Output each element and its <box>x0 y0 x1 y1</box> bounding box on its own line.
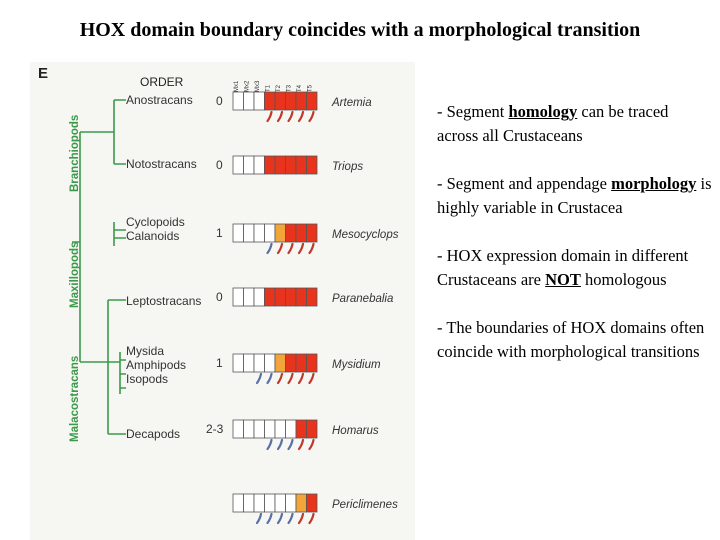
limb-icon <box>268 514 272 523</box>
order-name: Mysida <box>126 344 165 358</box>
species-name: Mysidium <box>332 359 381 371</box>
segment-box <box>265 354 276 372</box>
limb-icon <box>268 112 272 121</box>
segment-box <box>275 354 286 372</box>
emphasis-text: morphology <box>611 174 697 193</box>
limb-icon <box>299 440 303 449</box>
segment-box <box>233 494 244 512</box>
segment-box <box>233 156 244 174</box>
segment-box <box>307 420 318 438</box>
limb-icon <box>278 112 282 121</box>
limb-icon <box>278 440 282 449</box>
limb-icon <box>310 112 314 121</box>
maxilliped-count: 0 <box>216 94 223 108</box>
maxilliped-count: 1 <box>216 356 223 370</box>
limb-icon <box>299 514 303 523</box>
limb-icon <box>310 440 314 449</box>
order-name: Calanoids <box>126 229 180 243</box>
segment-box <box>233 92 244 110</box>
limb-icon <box>310 244 314 253</box>
order-name: Notostracans <box>126 157 197 171</box>
limb-icon <box>299 244 303 253</box>
segment-box <box>265 420 276 438</box>
species-name: Homarus <box>332 425 379 437</box>
column-header: T3 <box>286 84 293 92</box>
segment-box <box>296 420 307 438</box>
limb-icon <box>278 244 282 253</box>
order-name: Cyclopoids <box>126 215 185 229</box>
order-name: Leptostracans <box>126 294 202 308</box>
segment-box <box>265 494 276 512</box>
segment-box <box>286 354 297 372</box>
order-name: Anostracans <box>126 93 193 107</box>
bullet-item <box>437 316 712 364</box>
segment-box <box>275 420 286 438</box>
species-name: Paranebalia <box>332 293 394 305</box>
limb-icon <box>299 112 303 121</box>
segment-box <box>275 288 286 306</box>
limb-icon <box>289 112 293 121</box>
order-name: Decapods <box>126 427 181 441</box>
limb-icon <box>257 374 261 383</box>
order-header: ORDER <box>140 75 184 89</box>
species-name: Triops <box>332 161 364 173</box>
segment-box <box>265 92 276 110</box>
limb-icon <box>310 374 314 383</box>
segment-box <box>244 288 255 306</box>
segment-box <box>244 354 255 372</box>
bullet-text: is highly variable in Crustacea <box>437 174 712 217</box>
order-name: Amphipods <box>126 358 187 372</box>
column-header: T4 <box>297 84 303 92</box>
segment-box <box>286 92 297 110</box>
segment-box <box>275 156 286 174</box>
segment-box <box>233 288 244 306</box>
segment-box <box>307 494 318 512</box>
segment-box <box>244 494 255 512</box>
segment-box <box>275 92 286 110</box>
segment-box <box>296 224 307 242</box>
segment-box <box>254 156 265 174</box>
segment-box <box>265 156 276 174</box>
segment-box <box>233 224 244 242</box>
segment-box <box>286 288 297 306</box>
column-header: T2 <box>276 84 282 92</box>
species-name: Mesocyclops <box>332 229 399 241</box>
tree-branch <box>92 300 126 434</box>
limb-icon <box>289 244 293 253</box>
species-name: Periclimenes <box>332 499 398 511</box>
segment-box <box>254 354 265 372</box>
segment-box <box>286 420 297 438</box>
segment-box <box>233 420 244 438</box>
segment-box <box>307 224 318 242</box>
maxilliped-count: 0 <box>216 290 223 304</box>
segment-box <box>244 224 255 242</box>
segment-box <box>254 494 265 512</box>
bullet-item <box>437 244 712 292</box>
slide-title: HOX domain boundary coincides with a morphological transition <box>79 19 641 41</box>
group-label: Maxillopods <box>69 241 81 308</box>
bullet-item <box>437 172 712 220</box>
phylogeny-figure <box>30 62 415 540</box>
column-header: T1 <box>265 84 272 92</box>
segment-box <box>307 156 318 174</box>
segment-box <box>296 494 307 512</box>
segment-box <box>244 156 255 174</box>
bullet-list <box>437 100 712 388</box>
tree-branch <box>94 100 126 164</box>
bullet-item <box>437 100 712 148</box>
maxilliped-count: 2-3 <box>206 422 224 436</box>
segment-box <box>265 288 276 306</box>
species-name: Artemia <box>332 97 372 109</box>
segment-box <box>244 420 255 438</box>
panel-letter: E <box>38 65 49 82</box>
limb-icon <box>278 514 282 523</box>
segment-box <box>296 288 307 306</box>
segment-box <box>254 288 265 306</box>
tree-branch <box>114 222 126 246</box>
bullet-text: can be traced across all Crustaceans <box>437 102 669 145</box>
segment-box <box>254 92 265 110</box>
segment-box <box>296 156 307 174</box>
limb-icon <box>278 374 282 383</box>
segment-box <box>307 288 318 306</box>
bullet-text: - The boundaries of HOX domains often coincide with morphological transitions <box>437 318 705 361</box>
bullet-text: homologous <box>580 270 667 289</box>
column-header: Mx3 <box>255 80 261 92</box>
segment-box <box>286 494 297 512</box>
limb-icon <box>289 514 293 523</box>
maxilliped-count: 1 <box>216 226 223 240</box>
bullet-text: - Segment and appendage <box>437 174 612 193</box>
limb-icon <box>289 374 293 383</box>
limb-icon <box>257 514 261 523</box>
column-header: Mx1 <box>234 80 240 92</box>
emphasis-text: homology <box>508 102 578 121</box>
limb-icon <box>268 244 272 253</box>
column-header: Mx2 <box>244 80 251 92</box>
column-header: T5 <box>307 84 314 92</box>
maxilliped-count: 0 <box>216 158 223 172</box>
limb-icon <box>310 514 314 523</box>
group-label: Malacostracans <box>69 355 81 442</box>
segment-box <box>286 224 297 242</box>
segment-box <box>254 420 265 438</box>
limb-icon <box>289 440 293 449</box>
order-name: Isopods <box>126 372 169 386</box>
segment-box <box>296 354 307 372</box>
segment-box <box>286 156 297 174</box>
group-label: Branchiopods <box>69 114 81 192</box>
segment-box <box>275 494 286 512</box>
segment-box <box>254 224 265 242</box>
segment-box <box>296 92 307 110</box>
segment-box <box>244 92 255 110</box>
limb-icon <box>268 440 272 449</box>
segment-box <box>275 224 286 242</box>
segment-box <box>307 354 318 372</box>
segment-box <box>233 354 244 372</box>
limb-icon <box>299 374 303 383</box>
bullet-text: - Segment <box>437 102 509 121</box>
segment-box <box>307 92 318 110</box>
limb-icon <box>268 374 272 383</box>
hox-expression-diagram <box>30 62 415 540</box>
emphasis-text: NOT <box>545 270 581 289</box>
bullet-text: - HOX expression domain in different Crustaceans are <box>437 246 689 289</box>
segment-box <box>265 224 276 242</box>
